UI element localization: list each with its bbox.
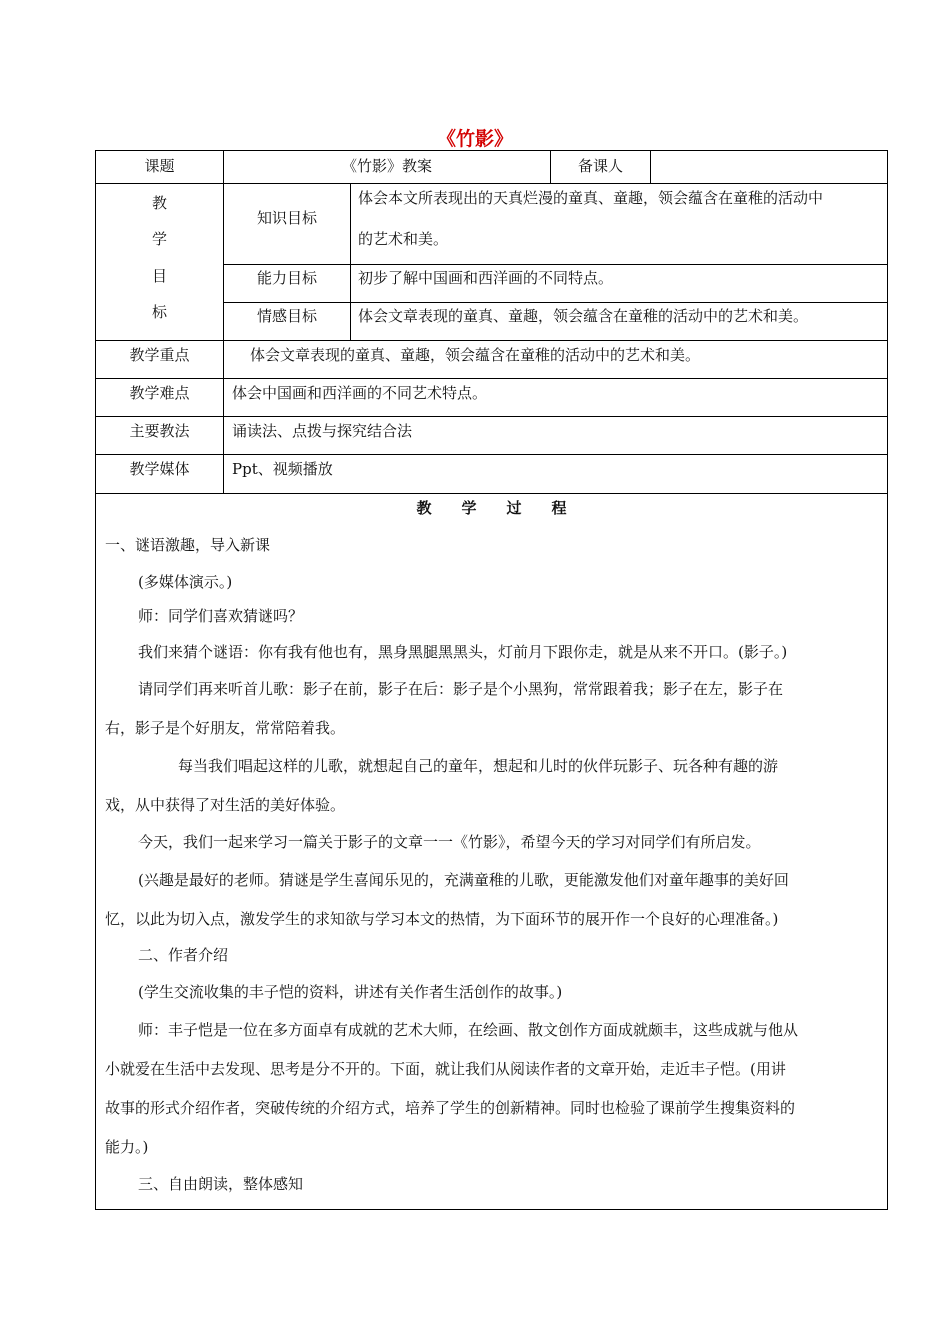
row-divider [95,340,888,341]
knowledge-label: 知识目标 [256,209,317,227]
process-line: 小就爱在生活中去发现、思考是分不开的。下面，就让我们从阅读作者的文章开始，走近丰子恺。(用讲 [105,1060,786,1078]
row-divider [223,264,888,265]
process-line: (多媒体演示。) [138,573,233,591]
process-line: (兴趣是最好的老师。猜谜是学生喜闻乐见的，充满童稚的儿歌，更能激发他们对童年趣事的美好回 [138,871,789,889]
process-line: 忆，以此为切入点，激发学生的求知欲与学习本文的热情，为下面环节的展开作一个良好的心理准备。) [105,910,779,928]
objectives-label-char: 标 [151,303,167,321]
process-line: 今天，我们一起来学习一篇关于影子的文章一一《竹影》，希望今天的学习对同学们有所启发。 [138,833,761,851]
media-value: Ppt、视频播放 [232,460,333,478]
method-label: 主要教法 [129,422,190,440]
topic-label: 课题 [144,157,175,175]
process-line: 二、作者介绍 [138,946,229,964]
key-point-value: 体会文章表现的童真、童趣，领会蕴含在童稚的活动中的艺术和美。 [250,346,701,364]
method-value: 诵读法、点拨与探究结合法 [232,422,413,440]
difficulty-label: 教学难点 [129,384,190,402]
row-divider [95,378,888,379]
column-divider [650,150,651,183]
process-line: 师：同学们喜欢猜谜吗？ [138,607,304,625]
topic-value: 《竹影》教案 [341,157,432,175]
process-line: 三、自由朗读，整体感知 [138,1175,304,1193]
process-heading: 教 学 过 程 [416,499,567,517]
ability-label: 能力目标 [256,269,317,287]
document-title: 《竹影》 [436,128,513,150]
emotion-value: 体会文章表现的童真、童趣，领会蕴含在童稚的活动中的艺术和美。 [358,307,809,325]
media-label: 教学媒体 [129,460,190,478]
process-line: 每当我们唱起这样的儿歌，就想起自己的童年，想起和儿时的伙伴玩影子、玩各种有趣的游 [178,757,779,775]
process-line: 请同学们再来听首儿歌：影子在前，影子在后：影子是个小黑狗，常常跟着我；影子在左，影子在 [138,680,784,698]
process-line: 我们来猜个谜语：你有我有他也有，黑身黑腿黑黑头，灯前月下跟你走，就是从来不开口。(影子。) [138,643,788,661]
knowledge-value-line: 体会本文所表现出的天真烂漫的童真、童趣，领会蕴含在童稚的活动中 [358,189,824,207]
emotion-label: 情感目标 [256,307,317,325]
process-line: 师：丰子恺是一位在多方面卓有成就的艺术大师，在绘画、散文创作方面成就颇丰，这些成就与他从 [138,1021,799,1039]
ability-value: 初步了解中国画和西洋画的不同特点。 [358,269,614,287]
row-divider [95,416,888,417]
difficulty-value: 体会中国画和西洋画的不同艺术特点。 [232,384,488,402]
process-line: 戏，从中获得了对生活的美好体验。 [105,796,346,814]
knowledge-value-line: 的艺术和美。 [358,230,449,248]
column-divider [350,183,351,340]
row-divider [223,302,888,303]
row-divider [95,183,888,184]
row-divider [95,454,888,455]
preparer-label: 备课人 [577,157,623,175]
process-line: (学生交流收集的丰子恺的资料，讲述有关作者生活创作的故事。) [138,983,563,1001]
process-line: 右，影子是个好朋友，常常陪着我。 [105,719,346,737]
process-line: 一、谜语激趣，导入新课 [105,536,271,554]
objectives-label-char: 教 [151,194,167,212]
objectives-label-char: 学 [151,230,167,248]
process-line: 能力。) [105,1138,149,1156]
key-point-label: 教学重点 [129,346,190,364]
process-line: 故事的形式介绍作者，突破传统的介绍方式，培养了学生的创新精神。同时也检验了课前学生搜集资料的 [105,1099,796,1117]
row-divider [95,493,888,494]
objectives-label-char: 目 [151,267,167,285]
